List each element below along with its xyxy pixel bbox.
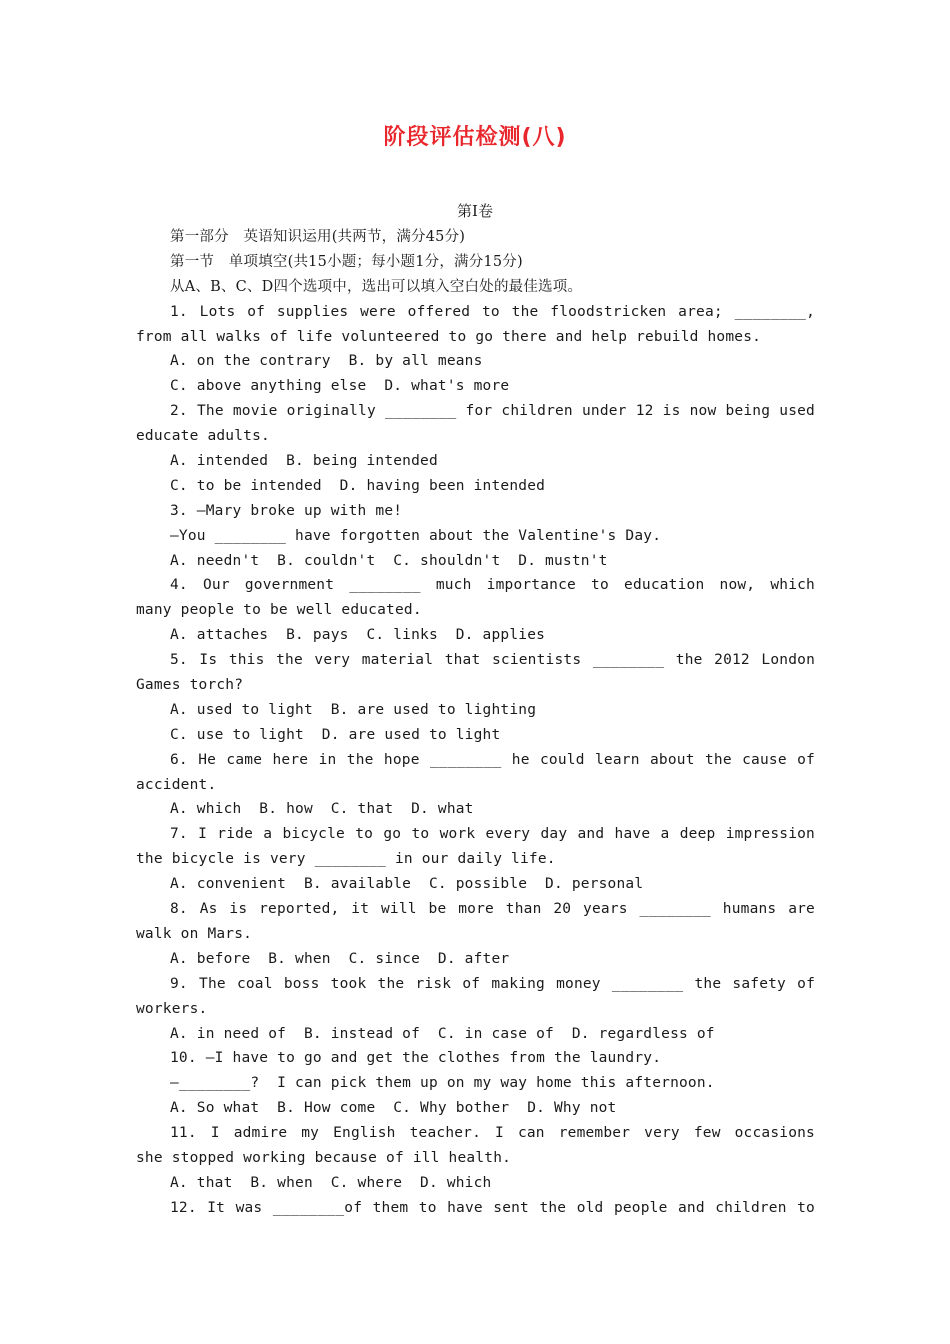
text-line: —________? I can pick them up on my way home this afternoon. <box>170 1075 715 1092</box>
text-line: A. which B. how C. that D. what <box>170 801 474 818</box>
text-line: 5. Is this the very material that scientists ________ the 2012 London <box>170 652 815 669</box>
text-line: A. attaches B. pays C. links D. applies <box>170 627 546 644</box>
text-line: —You ________ have forgotten about the Valentine's Day. <box>170 527 662 544</box>
text-line: C. to be intended D. having been intended <box>170 477 546 494</box>
text-line: A. that B. when C. where D. which <box>170 1174 492 1191</box>
text-line: A. intended B. being intended <box>170 453 438 470</box>
text-line: 4. Our government ________ much importance to education now, which <box>170 577 815 594</box>
text-line: accident. <box>136 776 217 793</box>
text-line: A. used to light B. are used to lighting <box>170 701 537 718</box>
text-line: 3. —Mary broke up with me! <box>170 502 403 519</box>
text-line: 2. The movie originally ________ for children under 12 is now being used <box>170 403 815 420</box>
text-line: A. So what B. How come C. Why bother D. Why not <box>170 1100 617 1117</box>
text-line: 1. Lots of supplies were offered to the floodstricken area; ________, <box>170 303 815 320</box>
text-line: the bicycle is very ________ in our daily life. <box>136 851 556 868</box>
text-line: workers. <box>136 1000 208 1017</box>
text-line: A. convenient B. available C. possible D. personal <box>170 876 644 893</box>
text-line: 8. As is reported, it will be more than 20 years ________ humans are <box>170 901 815 918</box>
text-line: from all walks of life volunteered to go there and help rebuild homes. <box>136 328 762 345</box>
text-line: 第一节 单项填空(共15小题；每小题1分，满分15分) <box>170 253 523 270</box>
text-line: many people to be well educated. <box>136 602 422 619</box>
text-line: A. in need of B. instead of C. in case of D. regardless of <box>170 1025 715 1042</box>
text-line: she stopped working because of ill health. <box>136 1149 512 1166</box>
document-title: 阶段评估检测(八) <box>383 125 567 150</box>
text-line: Games torch? <box>136 677 244 694</box>
text-line: 从A、B、C、D四个选项中，选出可以填入空白处的最佳选项。 <box>170 278 583 295</box>
text-line: educate adults. <box>136 428 270 445</box>
text-line: 9. The coal boss took the risk of making money ________ the safety of <box>170 975 815 992</box>
text-line: A. before B. when C. since D. after <box>170 950 510 967</box>
text-line: walk on Mars. <box>136 925 253 942</box>
text-line: A. needn't B. couldn't C. shouldn't D. mustn't <box>170 552 608 569</box>
document-body <box>136 225 815 1221</box>
text-line: 10. —I have to go and get the clothes from the laundry. <box>170 1050 662 1067</box>
text-line: C. use to light D. are used to light <box>170 726 501 743</box>
text-line: 11. I admire my English teacher. I can remember very few occasions <box>170 1125 815 1142</box>
text-line: 7. I ride a bicycle to go to work every day and have a deep impression <box>170 826 815 843</box>
text-line: C. above anything else D. what's more <box>170 378 510 395</box>
text-line: 第一部分 英语知识运用(共两节，满分45分) <box>170 229 466 245</box>
text-line: 12. It was ________of them to have sent the old people and children to <box>170 1199 815 1216</box>
text-line: A. on the contrary B. by all means <box>170 353 483 370</box>
volume-heading: 第Ⅰ卷 <box>457 202 493 220</box>
text-line: 6. He came here in the hope ________ he could learn about the cause of <box>170 751 815 768</box>
